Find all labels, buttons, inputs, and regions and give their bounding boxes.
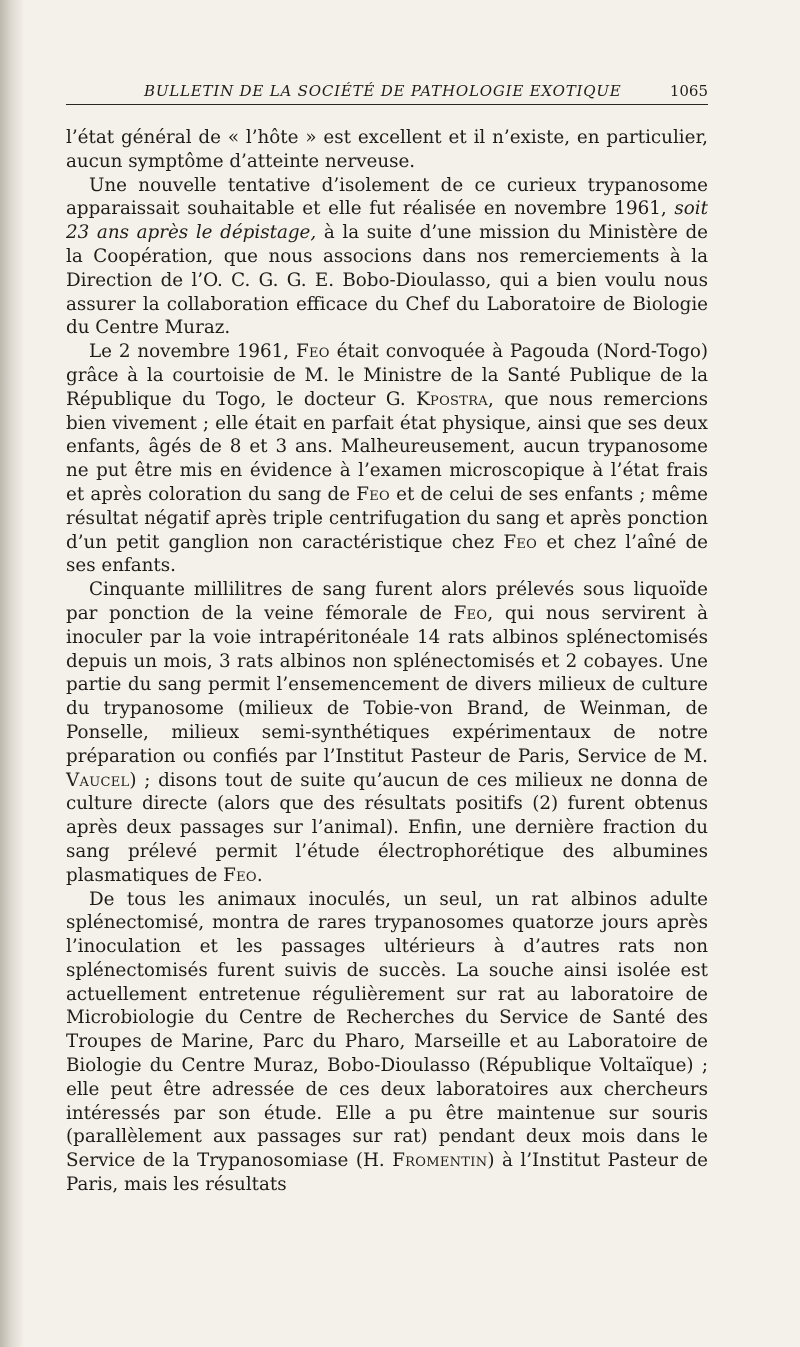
paragraph-5-text-b: ) à l’Institut Pasteur de Paris, mais les résultats bbox=[66, 1150, 708, 1196]
journal-page bbox=[66, 78, 708, 1197]
paragraph-4-text-b: , qui nous servirent à inoculer par la voie intrapéritonéale 14 rats albinos splénectomisés depuis un mois, 3 rats albinos non splénectomisés et 2 cobayes. Une partie du sang permit l’ensemencement de divers milieux de culture du trypanosome (milieux de Tobie-von Brand, de Weinman, de Ponselle, milieux semi-synthétiques expérimentaux de notre préparation ou confiés par l’Institut Pasteur de Paris, Service de M. bbox=[66, 602, 708, 767]
paragraph-5 bbox=[66, 888, 708, 1197]
paragraph-3-text-d: et de celui de ses enfants ; même résultat négatif après triple centrifugation du sang et après ponction d’un petit ganglion non caractéristique chez bbox=[66, 483, 708, 553]
paragraph-1-text: l’état général de « l’hôte » est excellent et il n’existe, en particulier, aucun symptôme d’atteinte nerveuse. bbox=[66, 127, 708, 172]
paragraph-5-text-a: De tous les animaux inoculés, un seul, un rat albinos adulte splénectomisé, montra de rares trypanosomes quatorze jours après l’inoculation et les passages ultérieurs à d’autres rats non splénectomisés furent suivis de succès. La souche ainsi isolée est actuellement entretenue régulièrement sur rat au laboratoire de Microbiologie du Centre de Recherches du Service de Santé des Troupes de Marine, Parc du Pharo, Marseille et au Laboratoire de Biologie du Centre Muraz, Bobo-Dioulasso (République Voltaïque) ; elle peut être adressée de ces deux laboratoires aux chercheurs intéressés par son étude. Elle a pu être maintenue sur souris (parallèlement aux passages sur rat) pendant deux mois dans le Service de la Trypanosomiase (H. bbox=[66, 888, 708, 1172]
author-name-feo: Feo bbox=[453, 602, 488, 624]
paragraph-4-text-d: . bbox=[256, 864, 263, 886]
paragraph-3-text-e: et chez l’aîné de ses enfants. bbox=[66, 531, 708, 577]
author-name-feo: Feo bbox=[223, 864, 257, 886]
author-name-feo: Feo bbox=[296, 341, 330, 363]
page-number: 1065 bbox=[669, 82, 708, 100]
author-name-kpostra: Kpostra bbox=[416, 388, 488, 410]
paragraph-3-text-b: était convoquée à Pagouda (Nord-Togo) grâce à la courtoisie de M. le Ministre de la Santé Publique de la République du Togo, le docteur G. bbox=[66, 341, 708, 410]
author-name-vaucel: Vaucel bbox=[66, 769, 130, 791]
paragraph-2-italic-phrase: soit 23 ans après le dépistage, bbox=[66, 198, 708, 244]
paragraph-3-text-c: , que nous remercions bien vivement ; elle était en parfait état physique, ainsi que ses deux enfants, âgés de 8 et 3 ans. Malheureusement, aucun trypanosome ne put être mis en évidence à l’examen microscopique à l’état frais et après coloration du sang de bbox=[66, 388, 708, 505]
book-gutter-shadow bbox=[0, 0, 24, 1347]
paragraph-1 bbox=[66, 126, 708, 174]
paragraph-4 bbox=[66, 578, 708, 887]
paragraph-4-text-a: Cinquante millilitres de sang furent alors prélevés sous liquoïde par ponction de la veine fémorale de bbox=[66, 579, 708, 624]
article-body bbox=[66, 126, 708, 1197]
author-name-fromentin: Fromentin bbox=[392, 1150, 488, 1172]
running-title: BULLETIN DE LA SOCIÉTÉ DE PATHOLOGIE EXOTIQUE bbox=[144, 82, 622, 100]
paragraph-3 bbox=[66, 340, 708, 578]
paragraph-2-text-a: Une nouvelle tentative d’isolement de ce curieux trypanosome apparaissait souhaitable et elle fut réalisée en novembre 1961, bbox=[66, 174, 708, 220]
paragraph-4-text-c: ) ; disons tout de suite qu’aucun de ces milieux ne donna de culture directe (alors que des résultats positifs (2) furent obtenus après deux passages sur l’animal). Enfin, une dernière fraction du sang prélevé permit l’étude électrophorétique des albumines plasmatiques de bbox=[66, 769, 708, 886]
paragraph-3-text-a: Le 2 novembre 1961, bbox=[89, 341, 296, 363]
running-header bbox=[66, 78, 708, 105]
paragraph-2 bbox=[66, 174, 708, 341]
paragraph-2-text-c: à la suite d’une mission du Ministère de la Coopération, que nous associons dans nos remerciements à la Direction de l’O. C. G. G. E. Bobo-Dioulasso, qui a bien voulu nous assurer la collaboration efficace du Chef du Laboratoire de Biologie du Centre Muraz. bbox=[66, 222, 708, 339]
author-name-feo: Feo bbox=[356, 483, 390, 505]
author-name-feo: Feo bbox=[503, 531, 538, 553]
